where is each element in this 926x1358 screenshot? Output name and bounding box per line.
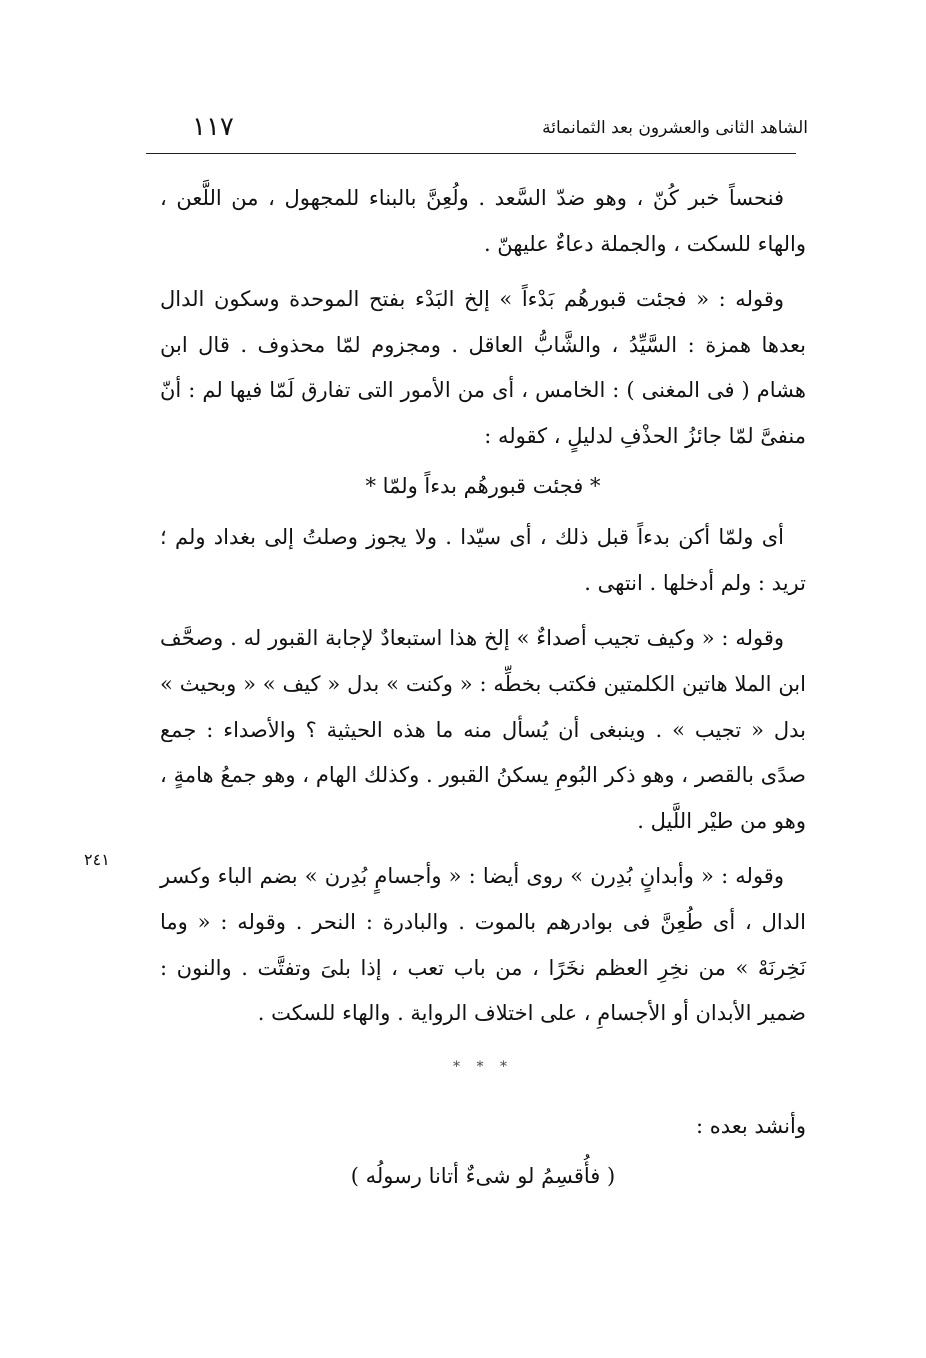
verse-line: ( فأُقسِمُ لو شىءٌ أتانا رسولُه ) bbox=[350, 1163, 616, 1188]
paragraph: وقوله : « وأبدانٍ بُدِرن » روى أيضا : « وأجسامٍ بُدِرن » بضم الباء وكسر الدال ، أى طُعِنَّ فى بوادرهم بالموت . والبادرة : النحر . وقوله : « وما نَخِرنَهْ » من نخِرِ العظم نخَرًا ، من باب تعب ، إذا بلىَ وتفتَّت . والنون : ضمير الأبدان أو الأجسامِ ، على اختلاف الرواية . والهاء للسكت . bbox=[160, 864, 806, 1026]
paragraph: وأنشد بعده : bbox=[695, 1114, 806, 1139]
paragraph: وقوله : « وكيف تجيب أصداءٌ » إلخ هذا استبعادٌ لإجابة القبور له . وصحَّف ابن الملا هاتين الكلمتين فكتب بخطِّه : « وكنت » بدل « كيف » « وبحيث » بدل « تجيب » . وينبغى أن يُسأل منه ما هذه الحيثية ؟ والأصداء : جمع صدًى بالقصر ، وهو ذكر البُومِ يسكنُ القبور . وكذلك الهام ، وهو جمعُ هامةٍ ، وهو من طيْر اللَّيل . bbox=[160, 626, 806, 833]
margin-number: ٢٤١ bbox=[84, 850, 110, 869]
running-head bbox=[148, 112, 808, 148]
paragraph: فنحساً خبر كُنّ ، وهو ضدّ السَّعد . ولُعِنَّ بالبناء للمجهول ، من اللَّعن ، والهاء للسكت ، والجملة دعاءٌ عليهنّ . bbox=[160, 186, 806, 256]
paragraph: وقوله : « فجئت قبورهُم بَدْءاً » إلخ البَدْء بفتح الموحدة وسكون الدال بعدها همزة : السَّيِّدُ ، والشَّابُّ العاقل . ومجزوم لمّا محذوف . قال ابن هشام ( فى المغنى ) : الخامس ، أى من الأمور التى تفارق لَمّا فيها لم : أنّ منفىَّ لمّا جائزُ الحذْفِ لدليلٍ ، كقوله : bbox=[160, 287, 806, 448]
paragraph: أى ولمّا أكن بدءاً قبل ذلك ، أى سيّدا . ولا يجوز وصلتُ إلى بغداد ولم ؛ تريد : ولم أدخلها . انتهى . bbox=[160, 525, 806, 595]
verse-line: * فجئت قبورهُم بدءاً ولمّا * bbox=[365, 473, 601, 498]
section-separator: * * * bbox=[453, 1058, 513, 1075]
page-number: ١١٧ bbox=[192, 112, 234, 142]
body-text bbox=[160, 176, 806, 1205]
running-title: الشاهد الثانى والعشرون بعد الثمانمائة bbox=[542, 118, 808, 138]
header-rule bbox=[146, 153, 796, 154]
